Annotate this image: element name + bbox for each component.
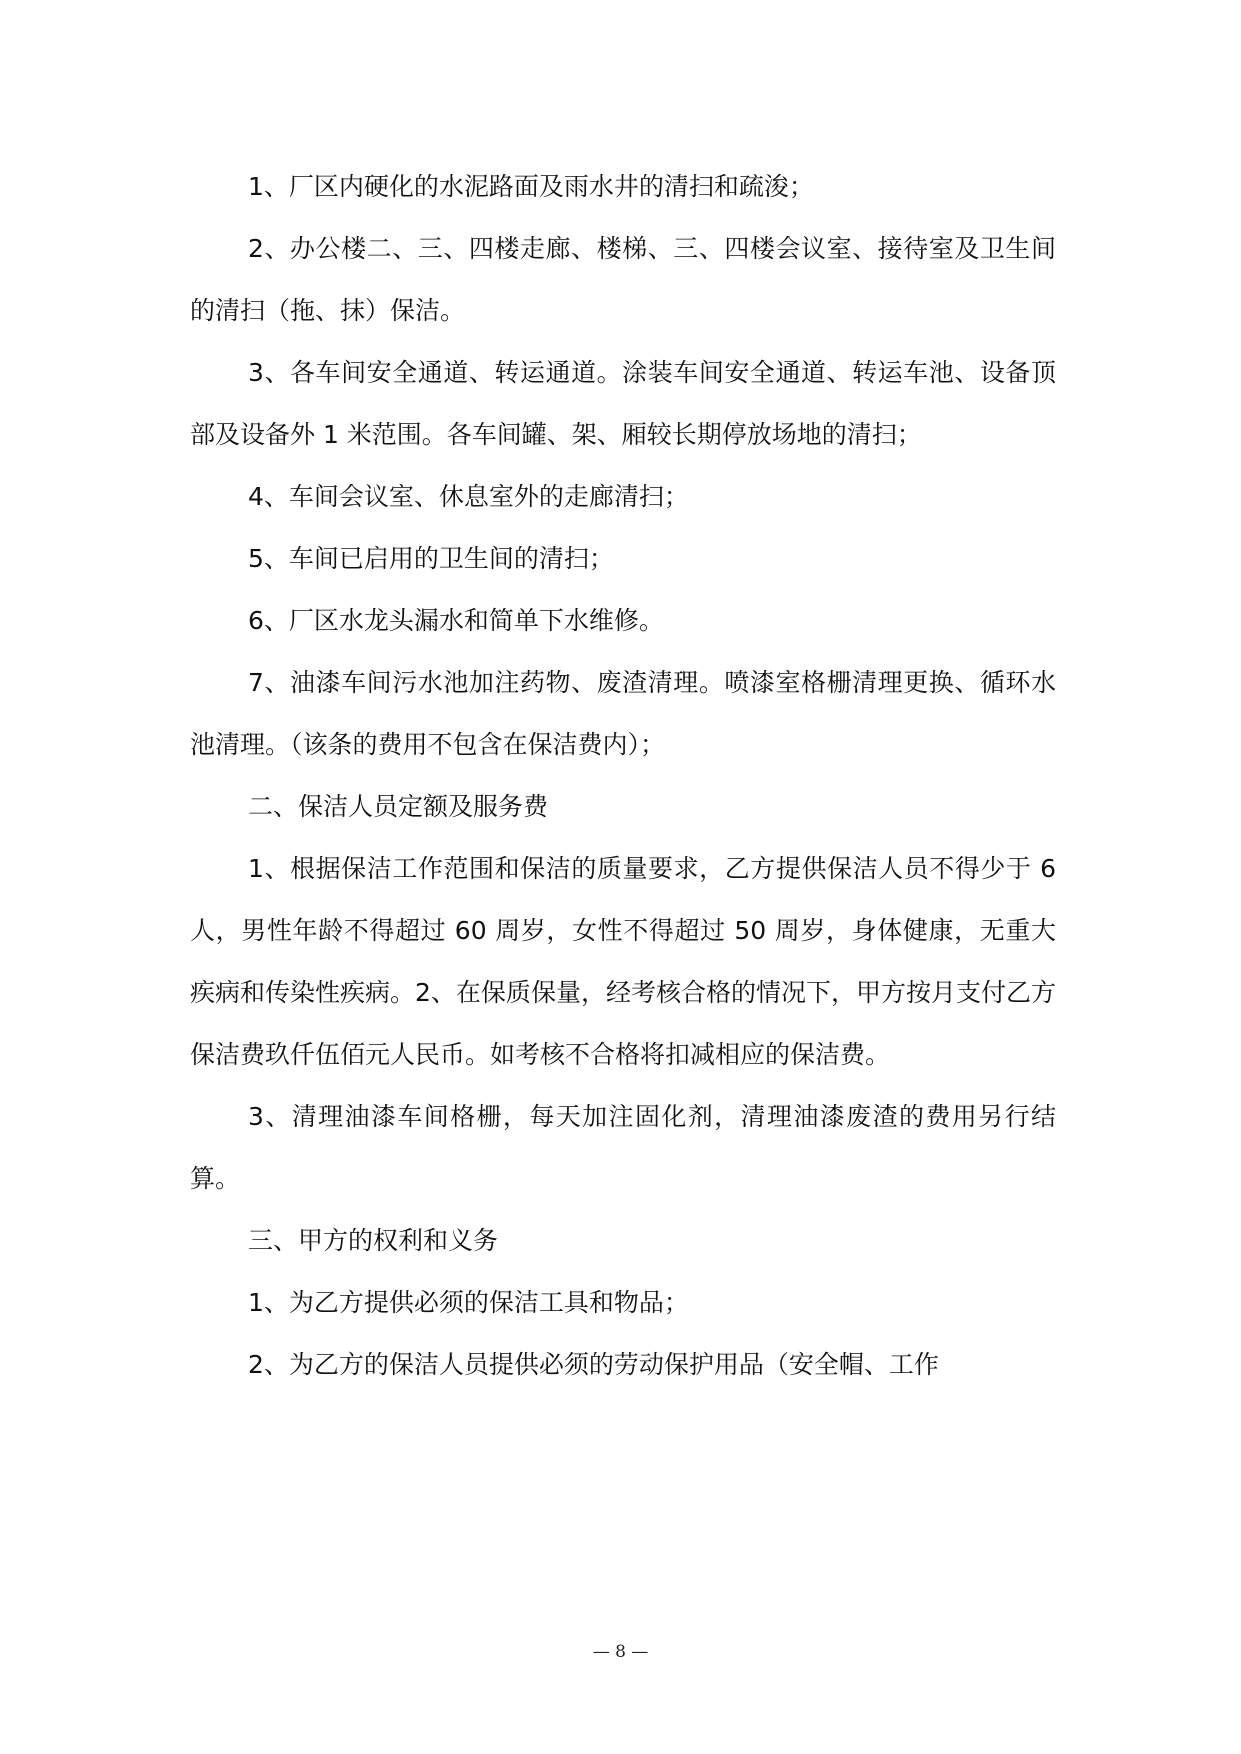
paragraph-item-5: 5、车间已启用的卫生间的清扫； (248, 544, 614, 573)
document-body (190, 156, 1056, 1396)
paragraph-party-a-duty-1: 1、为乙方提供必须的保洁工具和物品； (248, 1288, 689, 1317)
paragraph-grille-cleaning: 3、清理油漆车间格栅，每天加注固化剂，清理油漆废渣的费用另行结算。 (190, 1102, 1056, 1193)
paragraph-item-2: 2、办公楼二、三、四楼走廊、楼梯、三、四楼会议室、接待室及卫生间的清扫（拖、抹）保洁。 (190, 234, 1056, 325)
paragraph-item-6: 6、厂区水龙头漏水和简单下水维修。 (248, 606, 664, 635)
paragraph-item-7: 7、油漆车间污水池加注药物、废渣清理。喷漆室格栅清理更换、循环水池清理。（该条的费用不包含在保洁费内）； (190, 668, 1056, 759)
section-heading-2: 二、保洁人员定额及服务费 (248, 792, 549, 821)
paragraph-item-3: 3、各车间安全通道、转运通道。涂装车间安全通道、转运车池、设备顶部及设备外 1 米范围。各车间罐、架、厢较长期停放场地的清扫； (190, 358, 1056, 449)
paragraph-item-4: 4、车间会议室、休息室外的走廊清扫； (248, 482, 689, 511)
section-heading-3: 三、甲方的权利和义务 (248, 1226, 499, 1255)
paragraph-staffing-fees: 1、根据保洁工作范围和保洁的质量要求，乙方提供保洁人员不得少于 6 人，男性年龄不得超过 60 周岁，女性不得超过 50 周岁，身体健康，无重大疾病和传染性疾病。2、在保质保量，经考核合格的情况下，甲方按月支付乙方保洁费玖仟伍佰元人民币。如考核不合格将扣减相应的保洁费。 (190, 854, 1056, 1069)
paragraph-item-1: 1、厂区内硬化的水泥路面及雨水井的清扫和疏浚； (248, 172, 814, 201)
paragraph-party-a-duty-2: 2、为乙方的保洁人员提供必须的劳动保护用品（安全帽、工作 (248, 1350, 939, 1379)
page-number: — 8 — (592, 1642, 649, 1662)
